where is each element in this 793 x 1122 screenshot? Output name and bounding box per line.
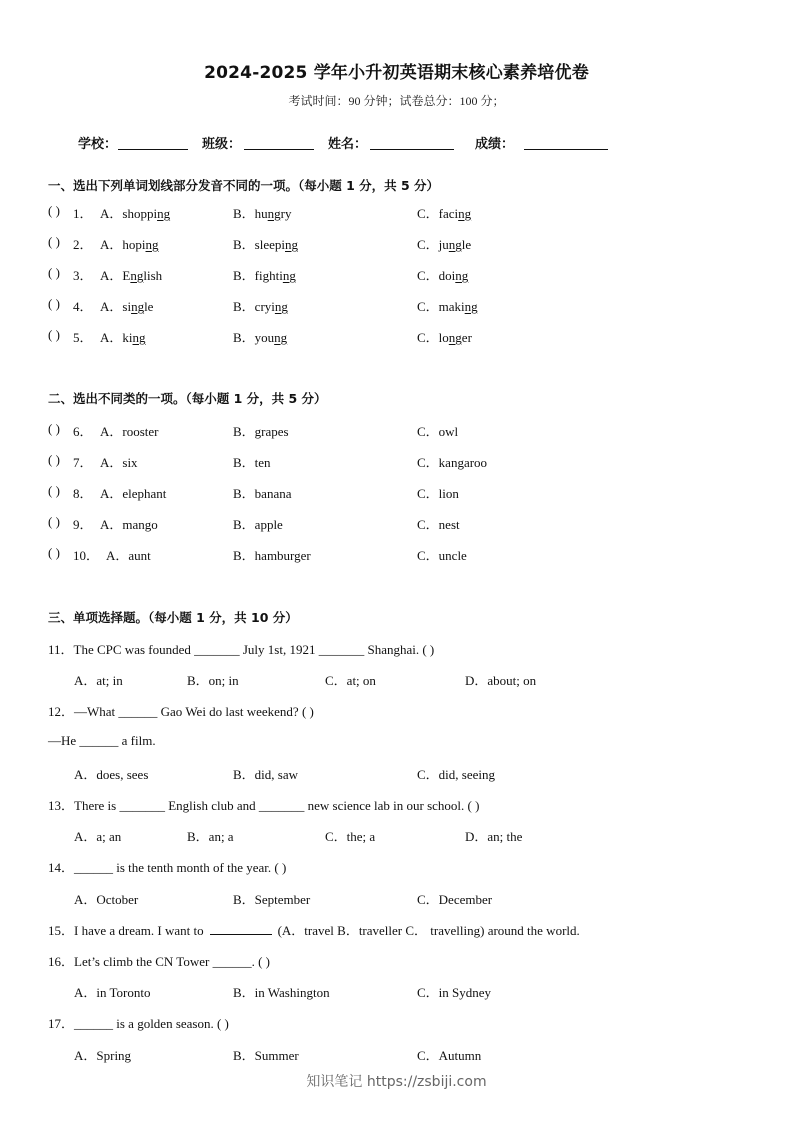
option-a: A．at; in [74,673,123,688]
question-number: 7． [73,455,93,470]
option-a: A．does, sees [74,767,149,782]
option-c: C．kangaroo [417,455,488,470]
question-8 [0,483,793,501]
option-c: C．uncle [417,548,467,563]
question-number: 1． [73,206,93,221]
option-c: C．longer [417,330,472,345]
section-2-heading: 二、选出不同类的一项。（每小题 1 分，共 5 分） [48,391,327,406]
question-15-pre: 15．I have a dream. I want to [48,923,204,938]
page-title: 2024-2025 学年小升初英语期末核心素养培优卷 [204,63,589,83]
score-label: 成绩： [475,137,515,152]
question-14-text: 14．______ is the tenth month of the year. ( ) [48,860,287,875]
question-4 [0,296,793,314]
option-a: A．six [100,455,138,470]
option-a: A．shopping [100,206,171,221]
question-2 [0,234,793,252]
question-15-text [48,920,580,939]
section-3-heading: 三、单项选择题。（每小题 1 分，共 10 分） [48,610,298,625]
class-label: 班级： [202,137,242,152]
question-15-blank [210,922,272,935]
option-b: B．banana [233,486,292,501]
name-blank [370,149,454,150]
answer-paren: ( ) [48,452,60,467]
question-17-text: 17．______ is a golden season. ( ) [48,1016,229,1031]
section-1-heading: 一、选出下列单词划线部分发音不同的一项。（每小题 1 分，共 5 分） [48,178,440,193]
option-c: C．the; a [325,829,376,844]
option-a: A．king [100,330,146,345]
answer-paren: ( ) [48,296,60,311]
answer-paren: ( ) [48,327,60,342]
answer-paren: ( ) [48,421,60,436]
watermark-text: 知识笔记 https://zsbiji.com [306,1074,487,1090]
option-b: B．grapes [233,424,289,439]
option-a: A．single [100,299,154,314]
question-15-post: (A．travel B．traveller C． travelling) around the world. [277,923,580,938]
option-b: B．hamburger [233,548,311,563]
question-number: 8． [73,486,93,501]
option-b: B．Summer [233,1048,299,1063]
question-5 [0,327,793,345]
option-c: C．owl [417,424,459,439]
question-14-options [0,889,793,907]
question-13-options [0,826,793,844]
option-c: C．facing [417,206,472,221]
question-7 [0,452,793,470]
option-c: C．in Sydney [417,985,492,1000]
option-a: A．rooster [100,424,159,439]
question-11-text: 11．The CPC was founded _______ July 1st, 1921 _______ Shanghai. ( ) [48,642,435,657]
question-number: 6． [73,424,93,439]
question-16-options [0,982,793,1000]
question-3 [0,265,793,283]
question-9 [0,514,793,532]
answer-paren: ( ) [48,483,60,498]
score-blank [524,149,608,150]
question-number: 9． [73,517,93,532]
question-number: 2． [73,237,93,252]
option-a: A．Spring [74,1048,132,1063]
name-label: 姓名： [328,137,368,152]
option-b: B．apple [233,517,283,532]
option-a: A．hoping [100,237,159,252]
answer-paren: ( ) [48,545,60,560]
answer-paren: ( ) [48,514,60,529]
option-d: D．an; the [465,829,523,844]
question-13-text: 13．There is _______ English club and _______ new science lab in our school. ( ) [48,798,480,813]
question-number: 3． [73,268,93,283]
option-c: C．making [417,299,478,314]
option-b: B．in Washington [233,985,330,1000]
question-1 [0,203,793,221]
question-number: 4． [73,299,93,314]
option-c: C．did, seeing [417,767,495,782]
answer-paren: ( ) [48,203,60,218]
question-16-text: 16．Let’s climb the CN Tower ______. ( ) [48,954,270,969]
option-a: A．in Toronto [74,985,151,1000]
question-number: 5． [73,330,93,345]
question-6 [0,421,793,439]
question-12-text: 12．—What ______ Gao Wei do last weekend? ( ) [48,704,314,719]
option-b: B．an; a [187,829,234,844]
option-a: A．elephant [100,486,167,501]
option-b: B．ten [233,455,271,470]
option-c: C．jungle [417,237,472,252]
question-12-text-2: —He ______ a film. [48,733,156,748]
option-b: B．on; in [187,673,239,688]
option-b: B．sleeping [233,237,298,252]
option-b: B．fighting [233,268,296,283]
option-c: C．doing [417,268,469,283]
class-blank [244,149,314,150]
option-a: A．mango [100,517,158,532]
question-17-options [0,1045,793,1063]
option-c: C．at; on [325,673,376,688]
option-c: C．nest [417,517,460,532]
question-11-options [0,670,793,688]
question-10 [0,545,793,563]
option-b: B．hungry [233,206,292,221]
option-b: B．September [233,892,311,907]
option-a: A．a; an [74,829,122,844]
option-b: B．crying [233,299,288,314]
option-a: A．aunt [106,548,151,563]
question-number: 10． [73,548,100,563]
option-a: A．October [74,892,139,907]
answer-paren: ( ) [48,234,60,249]
school-blank [118,149,188,150]
option-b: B．did, saw [233,767,299,782]
answer-paren: ( ) [48,265,60,280]
question-12-options [0,764,793,782]
option-d: D．about; on [465,673,537,688]
school-label: 学校： [78,137,118,152]
exam-info-subtitle: 考试时间：90 分钟；试卷总分：100 分； [288,94,505,108]
option-c: C．lion [417,486,459,501]
option-a: A．English [100,268,163,283]
option-c: C．December [417,892,493,907]
option-c: C．Autumn [417,1048,482,1063]
option-b: B．young [233,330,288,345]
